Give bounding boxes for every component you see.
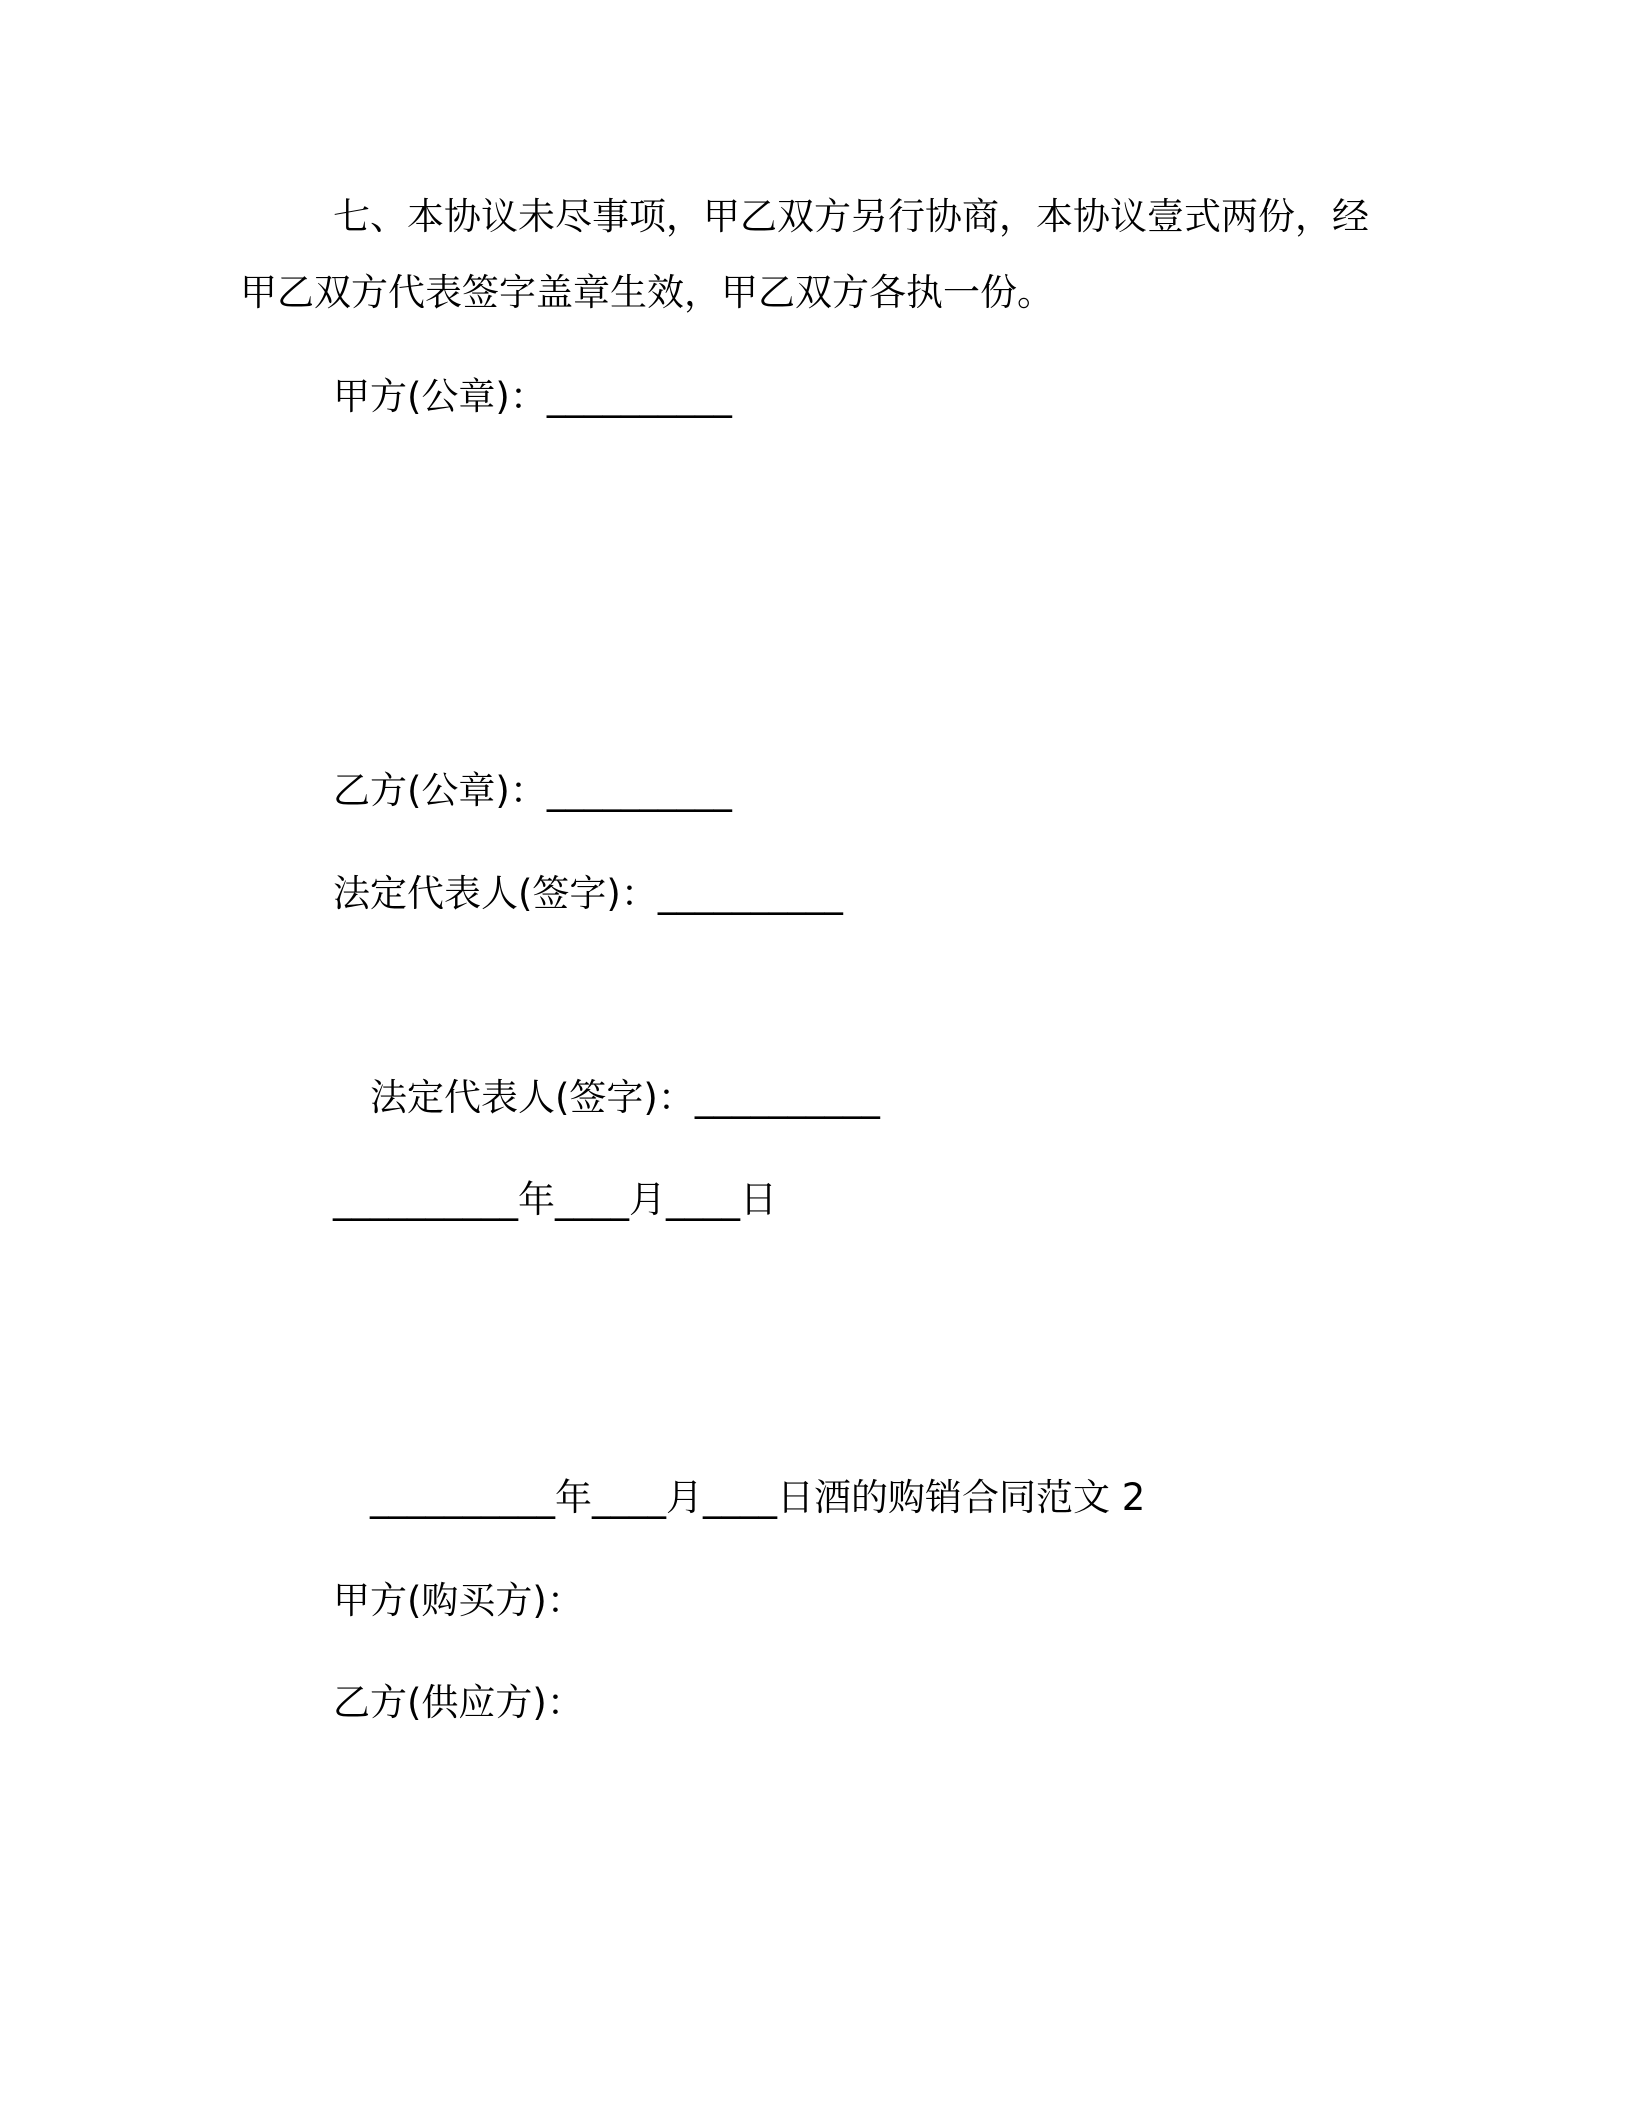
legal-representative-line-2: 法定代表人(签字)：__________ xyxy=(370,1076,880,1119)
clause-7-line-1: 七、本协议未尽事项，甲乙双方另行协商，本协议壹式两份，经 xyxy=(333,195,1369,238)
buyer-party-line: 甲方(购买方)： xyxy=(333,1579,584,1622)
legal-representative-line-1: 法定代表人(签字)：__________ xyxy=(333,872,843,915)
date-line: __________年____月____日 xyxy=(333,1178,777,1221)
supplier-party-line: 乙方(供应方)： xyxy=(333,1681,584,1724)
party-b-seal-line: 乙方(公章)：__________ xyxy=(333,769,732,812)
party-a-seal-line: 甲方(公章)：__________ xyxy=(333,375,732,418)
clause-7-line-2: 甲乙双方代表签字盖章生效，甲乙双方各执一份。 xyxy=(240,271,1054,314)
contract-2-heading: __________年____月____日酒的购销合同范文 2 xyxy=(370,1476,1146,1519)
